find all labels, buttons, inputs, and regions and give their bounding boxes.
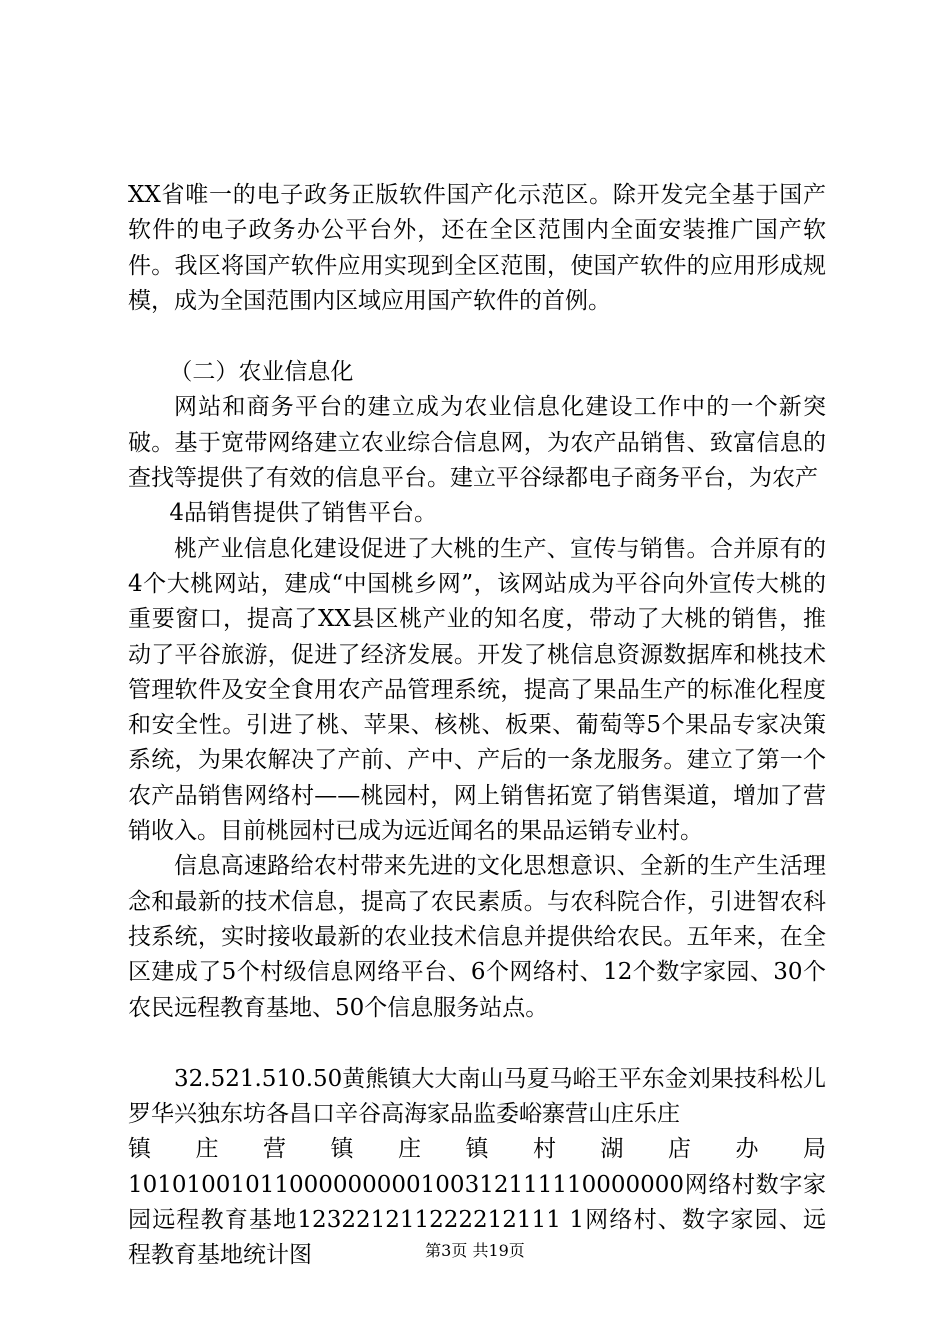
spread-char: 镇 xyxy=(128,1136,151,1163)
spread-char: 湖 xyxy=(600,1136,624,1163)
spread-char: 镇 xyxy=(330,1136,354,1163)
spread-char: 村 xyxy=(533,1136,556,1163)
paragraph-peach-industry: 桃产业信息化建设促进了大桃的生产、宣传与销售。合并原有的4个大桃网站，建成“中国桃乡网”，该网站成为平谷向外宣传大桃的重要窗口，提高了XX县区桃产业的知名度，带动了大桃的销售，推动了平谷旅游，促进了经济发展。开发了桃信息资源数据库和桃技术管理软件及安全食用农产品管理系统，提高了果品生产的标准化程度和安全性。引进了桃、苹果、核桃、板栗、葡萄等5个果品专家决策系统，为果农解决了产前、产中、产后的一条龙服务。建立了第一个农产品销售网络村——桃园村，网上销售拓宽了销售渠道，增加了营销收入。目前桃园村已成为远近闻名的果品运销专业村。 xyxy=(128,535,826,845)
spread-char: 办 xyxy=(735,1136,759,1163)
stats-line-numbers: 10101001011000000000100312111110000000网络村数字家园远程教育基地123221211222212111 1网络村、数字家园、远程教育基地统计图 xyxy=(128,1171,826,1269)
page-footer: 第3页 共19页 xyxy=(425,1241,525,1260)
stats-line-spread xyxy=(128,1132,826,1167)
paragraph-info-highway: 信息高速路给农村带来先进的文化思想意识、全新的生产生活理念和最新的技术信息，提高了农民素质。与农科院合作，引进智农科技系统，实时接收最新的农业技术信息并提供给农民。五年来，在全区建成了5个村级信息网络平台、6个网络村、12个数字家园、30个农民远程教育基地、50个信息服务站点。 xyxy=(128,853,826,1021)
stats-line-towns: 32.521.510.50黄熊镇大大南山马夏马峪王平东金刘果技科松儿罗华兴独东坊各昌口辛谷高海家品监委峪寨营山庄乐庄 xyxy=(128,1065,826,1128)
paragraph-sales-platform: 4品销售提供了销售平台。 xyxy=(169,500,438,527)
spread-char: 店 xyxy=(668,1136,691,1163)
spread-char: 营 xyxy=(263,1136,286,1163)
spread-char: 镇 xyxy=(465,1136,489,1163)
paragraph-software: XX省唯一的电子政务正版软件国产化示范区。除开发完全基于国产软件的电子政务办公平台外，还在全区范围内全面安装推广国产软件。我区将国产软件应用实现到全区范围，使国产软件的应用形成规模，成为全国范围内区域应用国产软件的首例。 xyxy=(128,182,826,314)
spread-char: 庄 xyxy=(195,1136,219,1163)
section-heading-agriculture: （二）农业信息化 xyxy=(169,359,354,386)
paragraph-website-platform: 网站和商务平台的建立成为农业信息化建设工作中的一个新突破。基于宽带网络建立农业综合信息网，为农产品销售、致富信息的查找等提供了有效的信息平台。建立平谷绿都电子商务平台，为农产 xyxy=(128,394,826,492)
spread-char: 局 xyxy=(803,1136,826,1163)
spread-char: 庄 xyxy=(398,1136,421,1163)
document-body xyxy=(128,178,826,1274)
